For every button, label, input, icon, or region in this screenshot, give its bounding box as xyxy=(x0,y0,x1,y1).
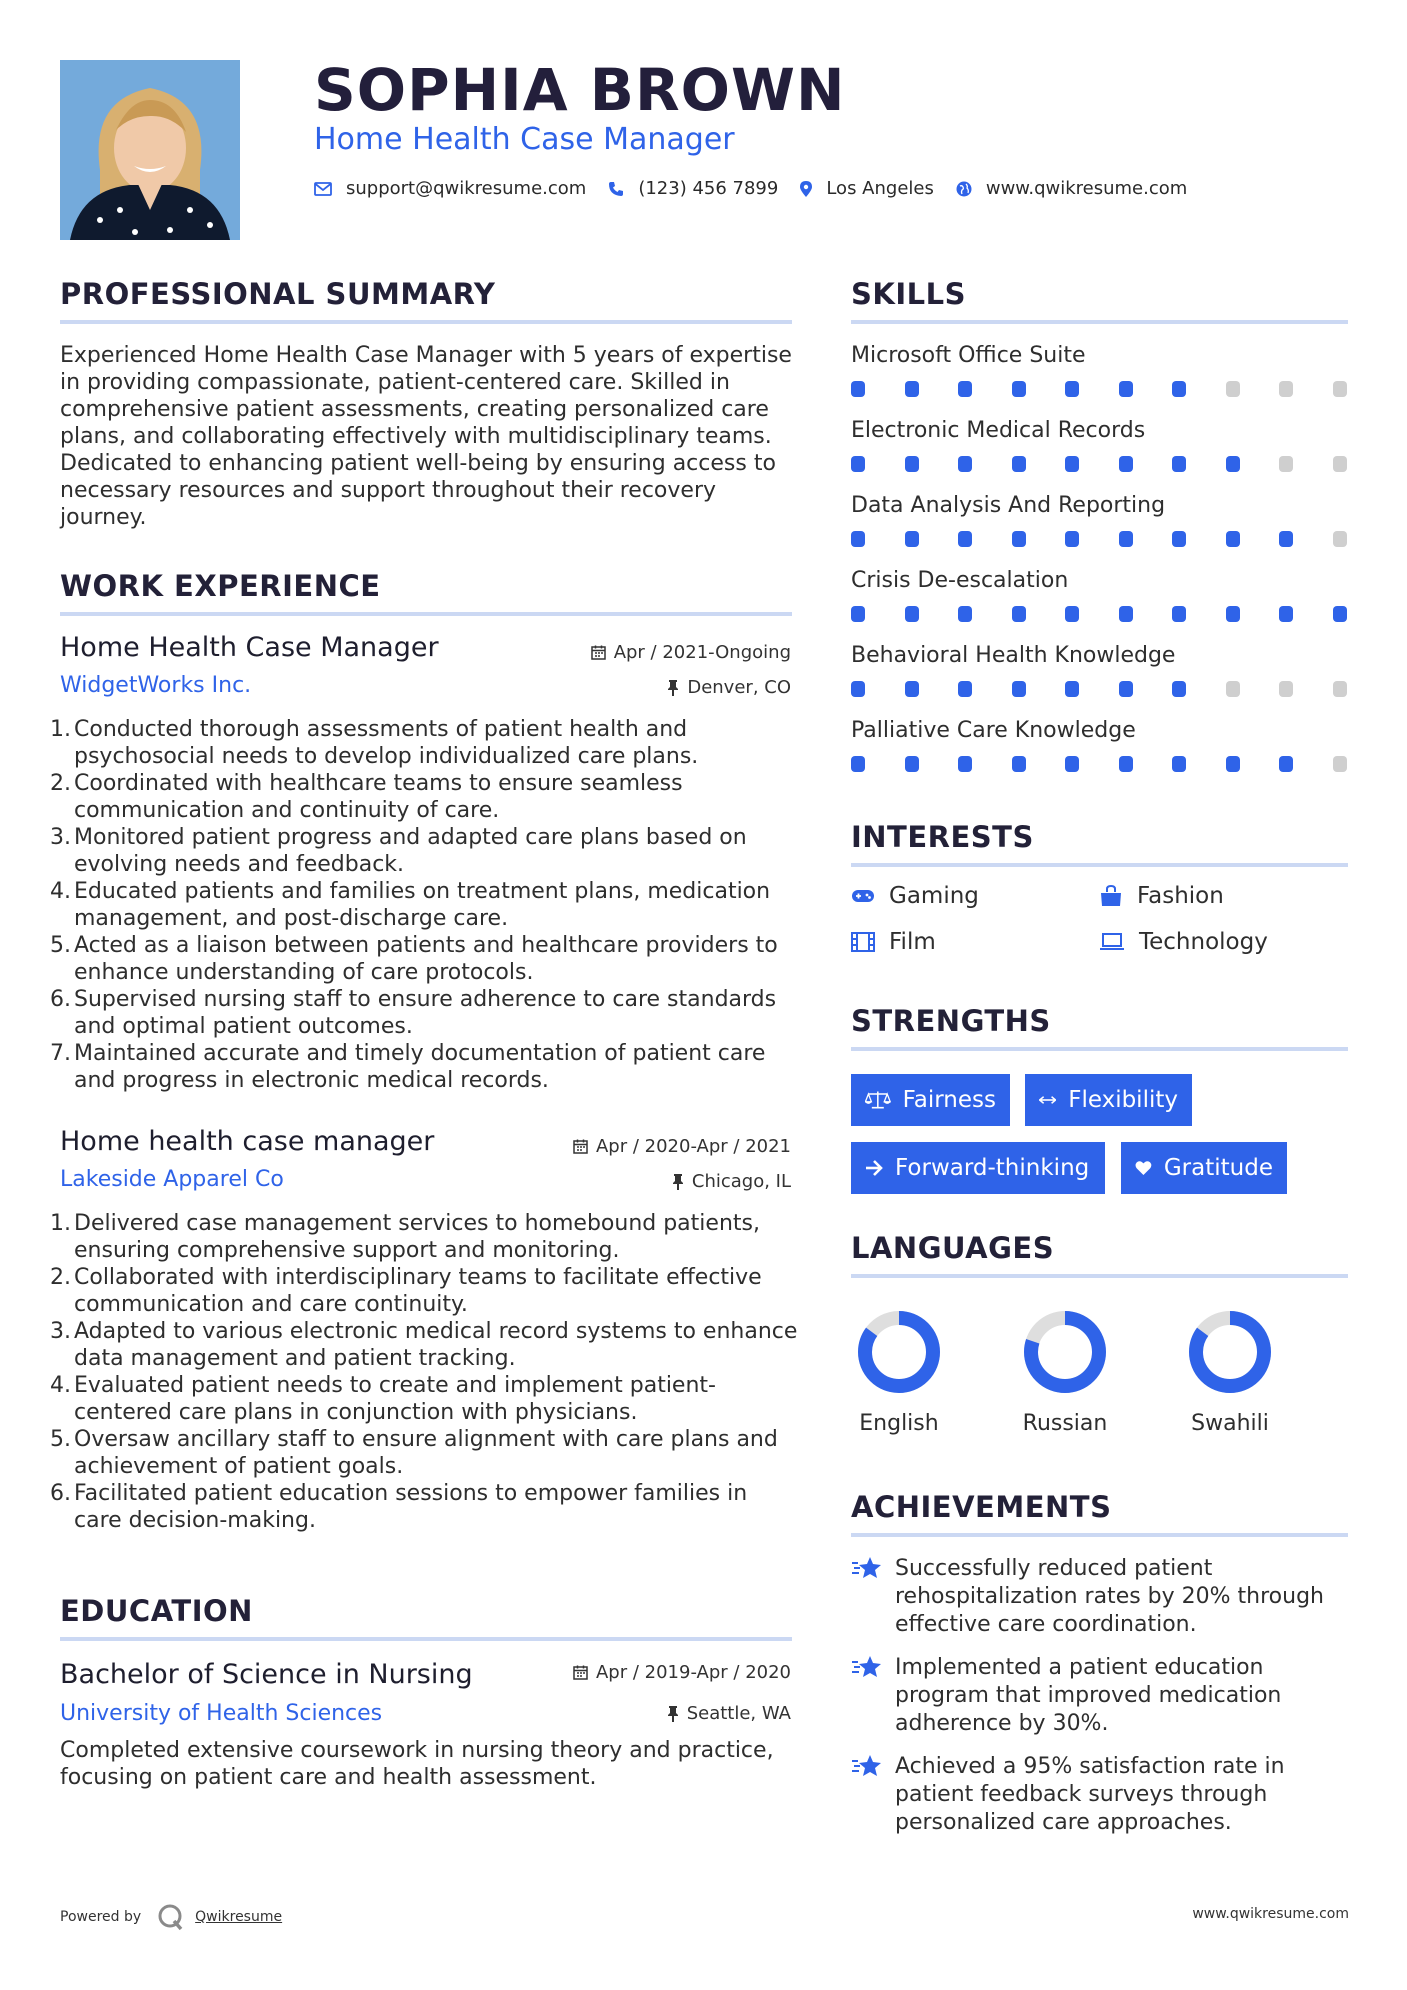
skill-dot xyxy=(1119,381,1133,397)
list-item: 6. Facilitated patient education sessions to empower families in care decision-making. xyxy=(50,1481,748,1533)
achievement-text: Implemented a patient education program that improved medication adherence by 30%. xyxy=(895,1655,1282,1736)
summary-text: Experienced Home Health Case Manager with 5 years of expertise in providing compassionate, patient-centered care. Skilled in comprehensive patient assessments, creating personalized care plans, and collaborating effectively with multidisciplinary teams. Dedicated to enhancing patient well-being by ensuring access to necessary resources and support throughout their recovery journey. xyxy=(60,343,792,530)
skill-dot xyxy=(1333,531,1347,547)
skill-dot xyxy=(851,381,865,397)
skill-dot xyxy=(1119,456,1133,472)
heart-icon xyxy=(1135,1157,1152,1179)
strength-label: Gratitude xyxy=(1163,1155,1273,1181)
skill-dot xyxy=(958,381,972,397)
achievements-heading: ACHIEVEMENTS xyxy=(851,1490,1112,1524)
footer-powered-by xyxy=(60,1903,282,1931)
skill-dot xyxy=(1172,756,1186,772)
balance-scale-icon xyxy=(865,1089,891,1111)
list-item: 7. Maintained accurate and timely documentation of patient care and progress in electronic medical records. xyxy=(50,1041,766,1093)
summary-heading: PROFESSIONAL SUMMARY xyxy=(60,277,496,311)
achievement-item xyxy=(851,1654,1341,1738)
interest-technology xyxy=(1099,929,1268,955)
contact-bar xyxy=(314,178,1209,199)
skill-dot xyxy=(1012,381,1026,397)
skill-rating xyxy=(851,606,1347,622)
strength-badge xyxy=(851,1074,1010,1126)
film-icon xyxy=(851,932,875,952)
website-text: www.qwikresume.com xyxy=(985,178,1188,199)
skill-label: Data Analysis And Reporting xyxy=(851,493,1166,518)
skill-dot xyxy=(1012,681,1026,697)
summary-rule xyxy=(60,320,792,324)
star-badge-icon xyxy=(851,1555,883,1581)
phone-text: (123) 456 7899 xyxy=(638,178,779,199)
skill-dot xyxy=(1333,456,1347,472)
shopping-bag-icon xyxy=(1099,885,1123,907)
skill-dot xyxy=(1172,531,1186,547)
strength-badge xyxy=(1121,1142,1287,1194)
skill-label: Microsoft Office Suite xyxy=(851,343,1086,368)
education-location-text: Seattle, WA xyxy=(686,1703,791,1724)
list-item: 1. Conducted thorough assessments of patient health and psychosocial needs to develop individualized care plans. xyxy=(50,717,699,769)
calendar-icon xyxy=(591,645,606,660)
skill-dot xyxy=(958,756,972,772)
map-pin-icon xyxy=(800,181,812,197)
skill-dot xyxy=(1279,381,1293,397)
skill-dot xyxy=(1065,756,1079,772)
star-badge-icon xyxy=(851,1654,883,1680)
skill-dot xyxy=(905,756,919,772)
language-donut-chart xyxy=(854,1307,944,1397)
achievement-text: Successfully reduced patient rehospitalization rates by 20% through effective care coordination. xyxy=(895,1556,1324,1637)
interest-label: Technology xyxy=(1139,929,1268,955)
skill-dot xyxy=(1333,606,1347,622)
skill-dot xyxy=(958,606,972,622)
skill-dot xyxy=(1279,531,1293,547)
interests-heading: INTERESTS xyxy=(851,820,1034,854)
strength-label: Flexibility xyxy=(1068,1087,1178,1113)
skill-dot xyxy=(1226,756,1240,772)
job-company[interactable]: Lakeside Apparel Co xyxy=(60,1167,284,1192)
education-heading: EDUCATION xyxy=(60,1594,253,1628)
skill-dot xyxy=(905,531,919,547)
skill-label: Electronic Medical Records xyxy=(851,418,1146,443)
job-responsibilities xyxy=(50,716,798,1094)
skill-dot xyxy=(1119,756,1133,772)
skill-dot xyxy=(1119,531,1133,547)
language-name: English xyxy=(859,1411,939,1436)
education-rule xyxy=(60,1637,792,1641)
skill-label: Behavioral Health Knowledge xyxy=(851,643,1176,668)
skill-rating xyxy=(851,531,1347,547)
star-badge-icon xyxy=(851,1753,883,1779)
globe-icon xyxy=(956,181,972,197)
arrows-horizontal-icon xyxy=(1039,1093,1056,1107)
contact-website[interactable] xyxy=(956,178,1187,199)
interests-rule xyxy=(851,863,1348,867)
skill-dot xyxy=(905,456,919,472)
achievement-text: Achieved a 95% satisfaction rate in patient feedback surveys through personalized care approaches. xyxy=(895,1754,1285,1835)
skill-dot xyxy=(1012,456,1026,472)
gamepad-icon xyxy=(851,888,875,904)
pushpin-icon xyxy=(667,1706,679,1722)
interest-label: Gaming xyxy=(889,883,979,909)
skill-dot xyxy=(1226,681,1240,697)
skill-dot xyxy=(905,681,919,697)
contact-phone[interactable] xyxy=(608,178,778,199)
skill-dot xyxy=(958,681,972,697)
experience-heading: WORK EXPERIENCE xyxy=(60,569,381,603)
job-dates xyxy=(591,642,791,663)
job-location-text: Chicago, IL xyxy=(691,1171,791,1192)
interest-label: Film xyxy=(889,929,936,955)
skill-dot xyxy=(1065,456,1079,472)
education-description: Completed extensive coursework in nursing theory and practice, focusing on patient care and health assessment. xyxy=(60,1738,774,1790)
skill-label: Crisis De-escalation xyxy=(851,568,1069,593)
skills-rule xyxy=(851,320,1348,324)
language-donut-chart xyxy=(1020,1307,1110,1397)
skill-dot xyxy=(1065,681,1079,697)
calendar-icon xyxy=(573,1139,588,1154)
language-item xyxy=(1005,1307,1125,1436)
list-item: 2. Collaborated with interdisciplinary teams to facilitate effective communication and care continuity. xyxy=(50,1265,762,1317)
skill-dot xyxy=(1226,606,1240,622)
skill-dot xyxy=(1172,456,1186,472)
education-dates xyxy=(573,1662,791,1683)
candidate-title: Home Health Case Manager xyxy=(314,122,735,157)
job-dates xyxy=(573,1136,791,1157)
powered-by-text: Powered by xyxy=(60,1909,142,1925)
strength-badge xyxy=(1025,1074,1192,1126)
list-item: 5. Oversaw ancillary staff to ensure alignment with care plans and achievement of patient goals. xyxy=(50,1427,778,1479)
language-name: Russian xyxy=(1022,1411,1108,1436)
profile-photo xyxy=(60,60,240,240)
skill-dot xyxy=(1226,456,1240,472)
contact-email[interactable] xyxy=(314,178,586,199)
contact-location xyxy=(800,178,934,199)
school-name[interactable]: University of Health Sciences xyxy=(60,1701,383,1726)
strengths-rule xyxy=(851,1047,1348,1051)
skill-dot xyxy=(1172,381,1186,397)
languages-heading: LANGUAGES xyxy=(851,1231,1055,1265)
experience-rule xyxy=(60,612,792,616)
skill-dot xyxy=(1333,756,1347,772)
skill-dot xyxy=(1279,456,1293,472)
email-text: support@qwikresume.com xyxy=(346,178,587,199)
footer-website[interactable]: www.qwikresume.com xyxy=(1192,1906,1349,1922)
skill-dot xyxy=(1279,756,1293,772)
skill-dot xyxy=(1065,381,1079,397)
skill-rating xyxy=(851,756,1347,772)
job-dates-text: Apr / 2021-Ongoing xyxy=(613,642,791,663)
skill-dot xyxy=(1065,531,1079,547)
skill-rating xyxy=(851,381,1347,397)
skill-rating xyxy=(851,456,1347,472)
list-item: 2. Coordinated with healthcare teams to ensure seamless communication and continuity of care. xyxy=(50,771,683,823)
skill-dot xyxy=(1226,381,1240,397)
skill-dot xyxy=(905,606,919,622)
skill-dot xyxy=(1226,531,1240,547)
skill-dot xyxy=(1333,681,1347,697)
job-location-text: Denver, CO xyxy=(687,677,791,698)
arrow-right-icon xyxy=(865,1159,883,1177)
language-item xyxy=(839,1307,959,1436)
mail-icon xyxy=(314,182,332,196)
interest-film xyxy=(851,929,936,955)
pushpin-icon xyxy=(672,1174,684,1190)
list-item: 3. Adapted to various electronic medical record systems to enhance data management and patient tracking. xyxy=(50,1319,798,1371)
skill-dot xyxy=(958,456,972,472)
list-item: 6. Supervised nursing staff to ensure adherence to care standards and optimal patient outcomes. xyxy=(50,987,777,1039)
skill-dot xyxy=(1172,606,1186,622)
interest-fashion xyxy=(1099,883,1224,909)
calendar-icon xyxy=(573,1665,588,1680)
list-item: 4. Educated patients and families on treatment plans, medication management, and post-discharge care. xyxy=(50,879,771,931)
laptop-icon xyxy=(1099,933,1125,951)
skill-dot xyxy=(851,681,865,697)
skill-dot xyxy=(1012,756,1026,772)
qwikresume-link[interactable]: Qwikresume xyxy=(195,1909,283,1925)
job-title: Home Health Case Manager xyxy=(60,632,439,663)
education-location xyxy=(667,1703,791,1724)
skill-dot xyxy=(851,606,865,622)
skill-dot xyxy=(851,531,865,547)
skill-dot xyxy=(1012,606,1026,622)
skill-rating xyxy=(851,681,1347,697)
list-item: 1. Delivered case management services to homebound patients, ensuring comprehensive support and monitoring. xyxy=(50,1211,760,1263)
language-donut-chart xyxy=(1185,1307,1275,1397)
job-responsibilities xyxy=(50,1210,798,1534)
achievements-rule xyxy=(851,1533,1348,1537)
language-name: Swahili xyxy=(1191,1411,1269,1436)
skill-dot xyxy=(1119,606,1133,622)
list-item: 4. Evaluated patient needs to create and implement patient-centered care plans in conjunction with physicians. xyxy=(50,1373,716,1425)
list-item: 3. Monitored patient progress and adapted care plans based on evolving needs and feedback. xyxy=(50,825,747,877)
achievement-item xyxy=(851,1555,1341,1639)
strength-label: Fairness xyxy=(902,1087,996,1113)
location-text: Los Angeles xyxy=(826,178,934,199)
job-company[interactable]: WidgetWorks Inc. xyxy=(60,673,252,698)
candidate-name: SOPHIA BROWN xyxy=(314,56,846,124)
job-dates-text: Apr / 2020-Apr / 2021 xyxy=(595,1136,791,1157)
list-item: 5. Acted as a liaison between patients and healthcare providers to enhance understanding of care protocols. xyxy=(50,933,778,985)
interest-gaming xyxy=(851,883,979,909)
strength-badge xyxy=(851,1142,1105,1194)
strength-label: Forward-thinking xyxy=(895,1155,1090,1181)
skill-dot xyxy=(1279,681,1293,697)
pushpin-icon xyxy=(667,680,679,696)
skill-dot xyxy=(1279,606,1293,622)
skills-heading: SKILLS xyxy=(851,277,966,311)
education-dates-text: Apr / 2019-Apr / 2020 xyxy=(595,1662,791,1683)
language-item xyxy=(1170,1307,1290,1436)
phone-icon xyxy=(608,181,624,197)
skill-dot xyxy=(851,756,865,772)
qwikresume-logo-icon xyxy=(157,1903,185,1931)
job-location xyxy=(667,677,791,698)
skill-dot xyxy=(851,456,865,472)
skill-label: Palliative Care Knowledge xyxy=(851,718,1136,743)
interest-label: Fashion xyxy=(1137,883,1224,909)
skill-dot xyxy=(1012,531,1026,547)
skill-dot xyxy=(905,381,919,397)
languages-rule xyxy=(851,1274,1348,1278)
skill-dot xyxy=(1333,381,1347,397)
degree-title: Bachelor of Science in Nursing xyxy=(60,1659,473,1690)
achievement-item xyxy=(851,1753,1341,1837)
skill-dot xyxy=(1065,606,1079,622)
skill-dot xyxy=(1172,681,1186,697)
strengths-heading: STRENGTHS xyxy=(851,1004,1051,1038)
skill-dot xyxy=(1119,681,1133,697)
job-title: Home health case manager xyxy=(60,1126,435,1157)
skill-dot xyxy=(958,531,972,547)
job-location xyxy=(672,1171,791,1192)
